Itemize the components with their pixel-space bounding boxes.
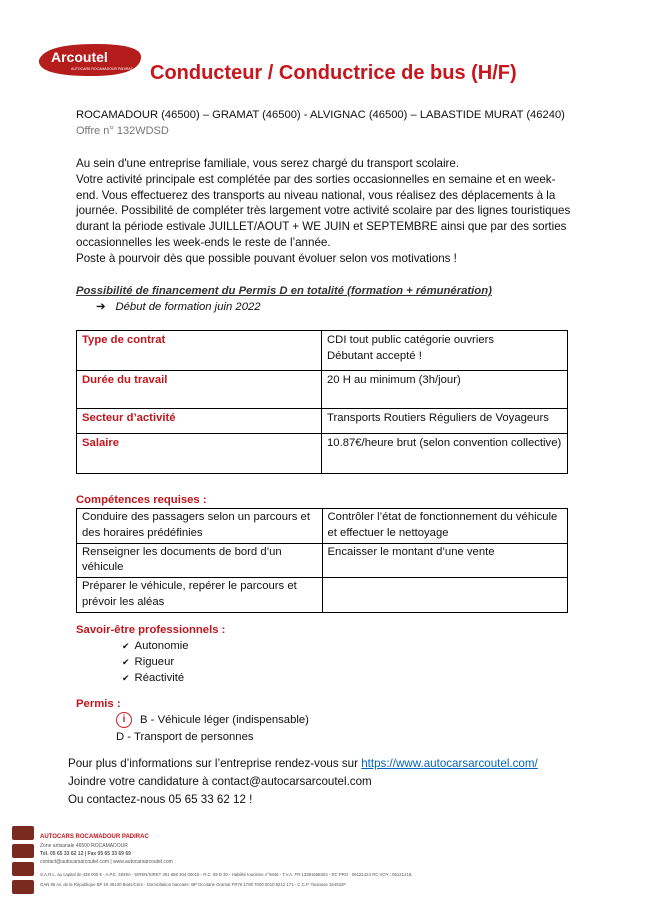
list-item-label: Réactivité bbox=[134, 672, 185, 684]
footer-phone: Tél. 05 65 33 62 12 | Fax 05 65 33 69 69 bbox=[40, 851, 131, 857]
arcoutel-logo bbox=[35, 40, 145, 80]
list-item bbox=[122, 638, 189, 654]
permis-d: D - Transport de personnes bbox=[116, 731, 254, 743]
intro-line: Votre activité principale est complétée par des sorties occasionnelles en semaine et en week-end. Vous effectuerez des transports au niveau national, vous réalisez des déplacements à la journée. Possibilité de compléter très largement votre activité scolaire par des lignes touristiques durant la période estivale JUILLET/AOUT + WE JUIN et SEPTEMBRE ainsi que par des sorties occasionnelles les week-ends le reste de l’année. bbox=[76, 172, 571, 249]
table-row bbox=[77, 543, 568, 578]
competence-cell bbox=[322, 578, 568, 613]
savoir-etre-list bbox=[122, 638, 189, 686]
list-item-label: Rigueur bbox=[134, 656, 175, 668]
contact-block bbox=[68, 755, 538, 808]
job-description bbox=[76, 156, 576, 267]
logo-subtext: AUTOCARS ROCAMADOUR PADIRAC bbox=[71, 67, 134, 71]
work-duration-label: Durée du travail bbox=[77, 371, 322, 409]
table-row bbox=[77, 371, 568, 409]
formation-text: Début de formation juin 2022 bbox=[115, 301, 261, 313]
website-link[interactable]: https://www.autocarsarcoutel.com/ bbox=[361, 757, 538, 770]
permis-financement: Possibilité de financement du Permis D en totalité (formation + rémunération) bbox=[76, 285, 492, 297]
salary-label: Salaire bbox=[77, 434, 322, 474]
permis-list bbox=[116, 712, 309, 746]
list-item bbox=[116, 729, 309, 746]
job-locations: ROCAMADOUR (46500) – GRAMAT (46500) - ALVIGNAC (46500) – LABASTIDE MURAT (46240) bbox=[76, 109, 565, 121]
checkmark-icon: ✔ bbox=[122, 657, 130, 667]
competence-cell: Encaisser le montant d’une vente bbox=[322, 543, 568, 578]
competence-cell: Préparer le véhicule, repérer le parcours et prévoir les aléas bbox=[77, 578, 323, 613]
bus-photo-icon bbox=[12, 826, 34, 840]
list-item-label: Autonomie bbox=[134, 640, 189, 652]
footer-address: Zone artisanale 46500 ROCAMADOUR bbox=[40, 843, 128, 849]
offer-number: Offre n° 132WDSD bbox=[76, 125, 169, 137]
contact-text: Pour plus d’informations sur l’entreprise rendez-vous sur bbox=[68, 757, 362, 770]
intro-line: Poste à pourvoir dès que possible pouvant évoluer selon vos motivations ! bbox=[76, 251, 457, 265]
bus-photo-icon bbox=[12, 880, 34, 894]
contract-type-line: CDI tout public catégorie ouvriers bbox=[327, 334, 495, 346]
work-duration-value: 20 H au minimum (3h/jour) bbox=[322, 371, 568, 409]
formation-start bbox=[96, 300, 261, 313]
permis-heading: Permis : bbox=[76, 698, 121, 710]
table-row bbox=[77, 434, 568, 474]
list-item bbox=[122, 654, 189, 670]
sector-value: Transports Routiers Réguliers de Voyageurs bbox=[322, 409, 568, 434]
footer-web: contact@autocarsarcoutel.com | www.autocarsarcoutel.com bbox=[40, 859, 173, 865]
table-row bbox=[77, 578, 568, 613]
list-item bbox=[116, 712, 309, 729]
intro-line: Au sein d'une entreprise familiale, vous serez chargé du transport scolaire. bbox=[76, 157, 460, 170]
contract-type-line: Débutant accepté ! bbox=[327, 349, 422, 362]
list-item bbox=[122, 670, 189, 686]
checkmark-icon: ✔ bbox=[122, 673, 130, 683]
salary-value: 10.87€/heure brut (selon convention collective) bbox=[322, 434, 568, 474]
contact-line bbox=[68, 755, 538, 773]
table-row bbox=[77, 331, 568, 371]
sector-label: Secteur d’activité bbox=[77, 409, 322, 434]
footer-company: AUTOCARS ROCAMADOUR PADIRAC bbox=[40, 834, 149, 840]
bus-photo-icon bbox=[12, 862, 34, 876]
competences-table bbox=[76, 508, 568, 613]
table-row bbox=[77, 509, 568, 544]
contract-type-value bbox=[322, 331, 568, 371]
arrow-right-icon: ➔ bbox=[96, 301, 106, 313]
footer bbox=[12, 826, 632, 896]
competence-cell: Contrôler l’état de fonctionnement du véhicule et effectuer le nettoyage bbox=[322, 509, 568, 544]
table-row bbox=[77, 409, 568, 434]
logo-text: Arcoutel bbox=[51, 49, 108, 65]
footer-legal: S.A.R.L. au capital de 429 000 € - A.P.E. 4939A - SIREN/SIRET 391 658 304 00015 - R.C. 59 B 30 - Habilité tourisme n°IM46 - T.V.A. FR 13391658304 - RC PRO : 06121424 RC VOY : 06121418, bbox=[40, 872, 413, 877]
contact-line: Joindre votre candidature à contact@autocarsarcoutel.com bbox=[68, 774, 372, 788]
checkmark-icon: ✔ bbox=[122, 641, 130, 651]
contract-table bbox=[76, 330, 568, 474]
info-icon: i bbox=[116, 712, 132, 728]
page-title: Conducteur / Conductrice de bus (H/F) bbox=[150, 62, 517, 84]
competence-cell: Renseigner les documents de bord d’un véhicule bbox=[77, 543, 323, 578]
savoir-etre-heading: Savoir-être professionnels : bbox=[76, 624, 226, 636]
contract-type-label: Type de contrat bbox=[77, 331, 322, 371]
permis-b: B - Véhicule léger (indispensable) bbox=[140, 714, 309, 726]
competences-heading: Compétences requises : bbox=[76, 494, 207, 506]
competence-cell: Conduire des passagers selon un parcours et des horaires prédéfinies bbox=[77, 509, 323, 544]
contact-line: Ou contactez-nous 05 65 33 62 12 ! bbox=[68, 792, 253, 806]
bus-photo-icon bbox=[12, 844, 34, 858]
footer-legal: GAN 85 Av. de la République BP 19 46130 Biars/Cère - Domiciliation bancaire: BP Occitane Gramat FR76 1780 7000 0010 8212 171 - C.C.P. Toulouse 164532F bbox=[40, 882, 346, 887]
